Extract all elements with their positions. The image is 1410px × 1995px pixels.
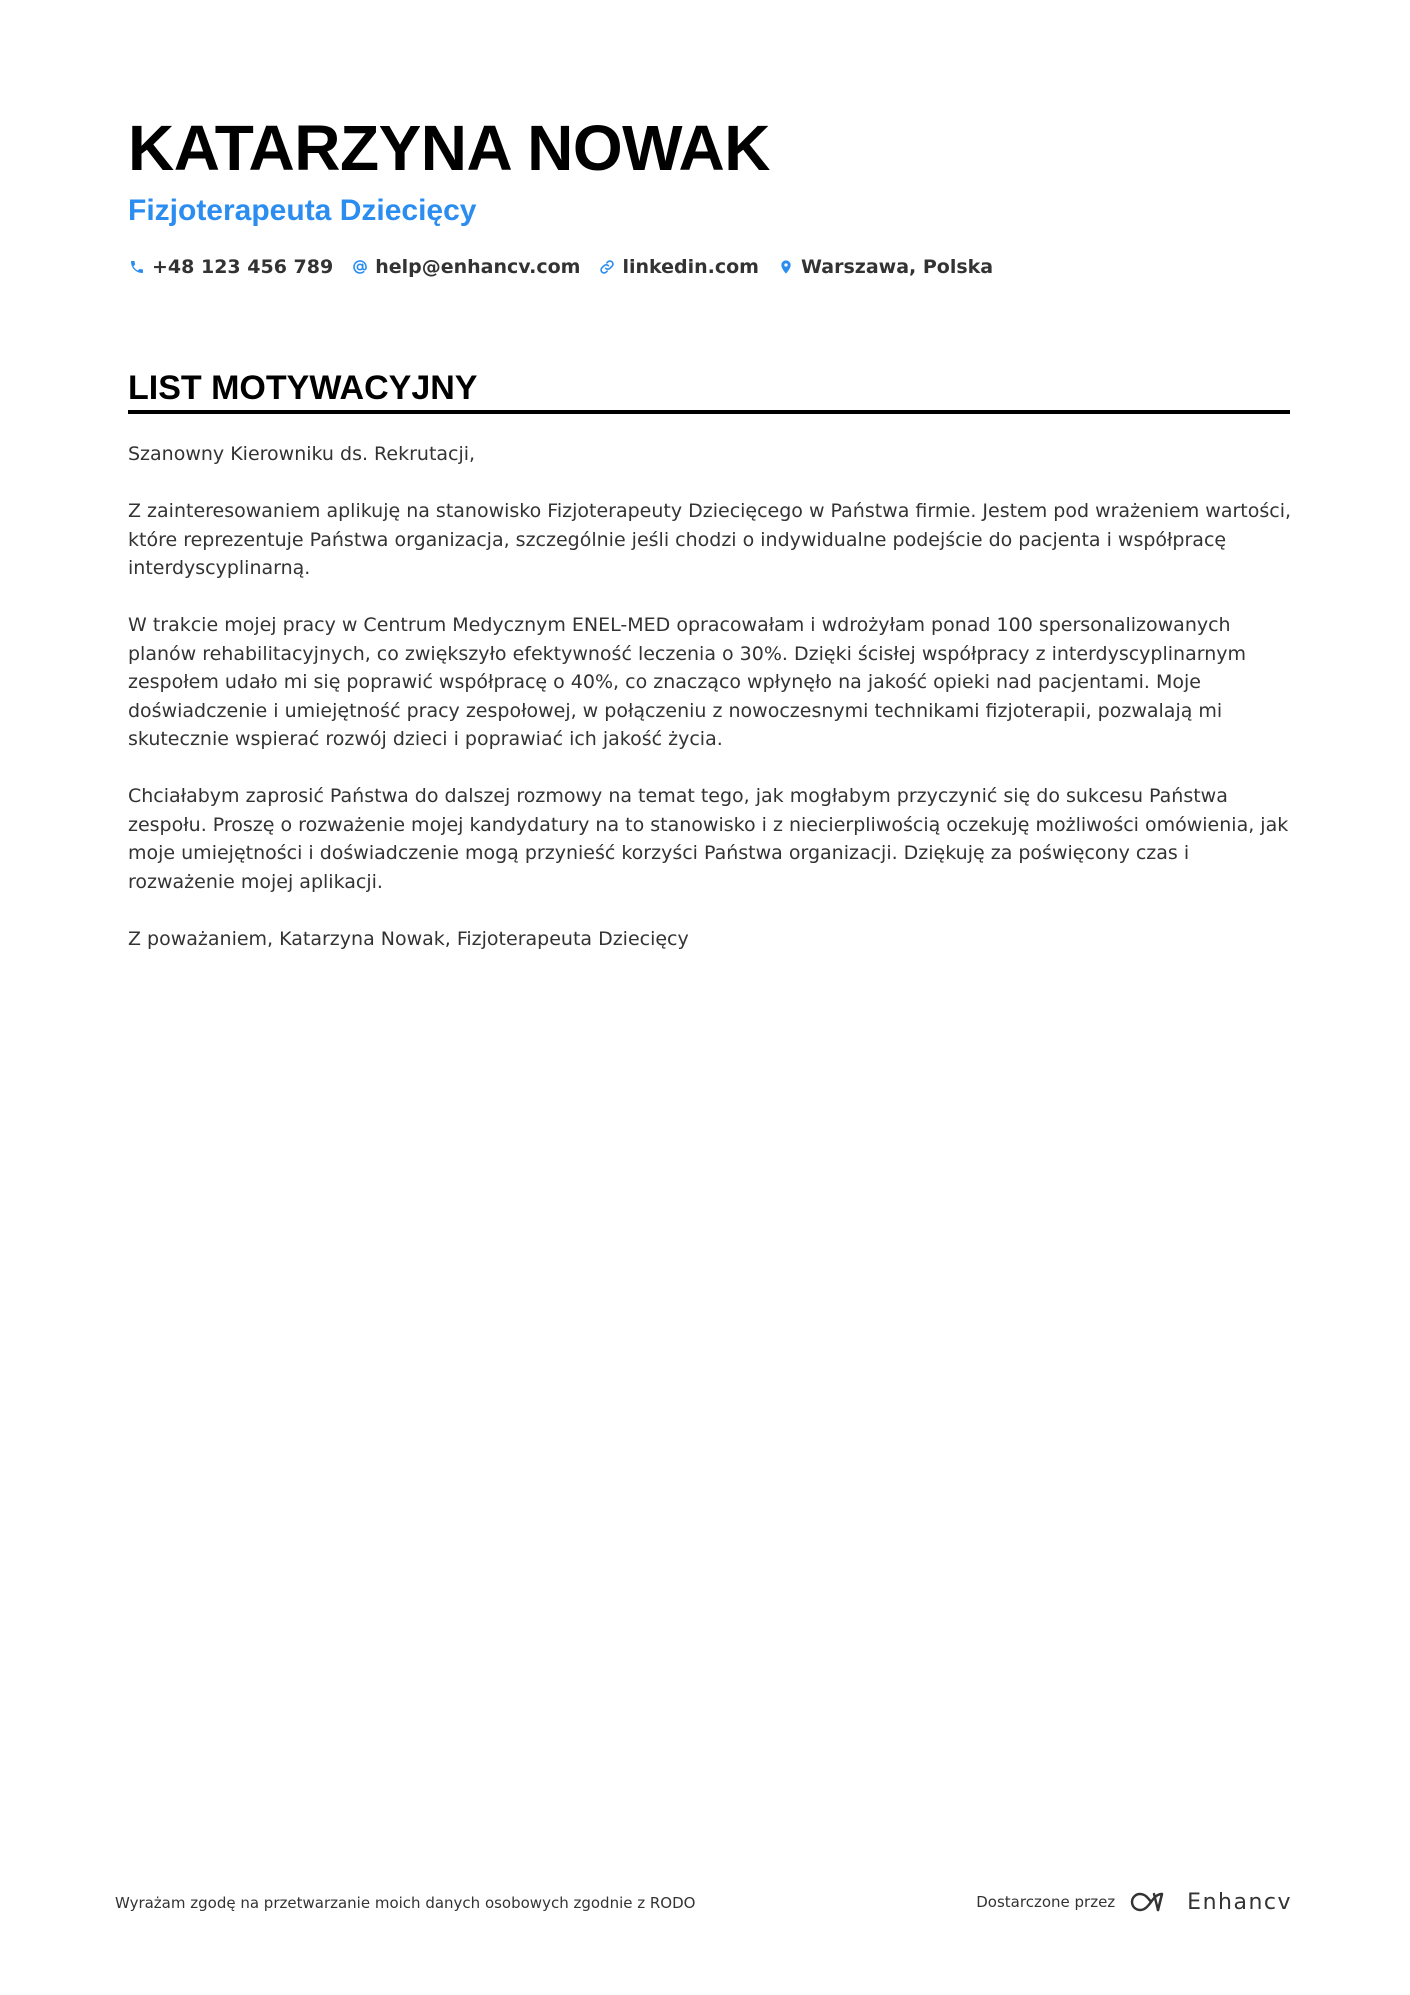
letter-paragraph-2: W trakcie mojej pracy w Centrum Medycznym ENEL-MED opracowałam i wdrożyłam ponad 100 spersonalizowanych planów rehabilitacyjnych, co zwiększyło efektywność leczenia o 30%. Dzięki ścisłej współpracy z interdyscyplinarnym zespołem udało mi się poprawić współpracę o 40%, co znacząco wpłynęło na jakość opieki nad pacjentami. Moje doświadczenie i umiejętność pracy zespołowej, w połączeniu z nowoczesnymi technikami fizjoterapii, pozwalają mi skutecznie wspierać rozwój dzieci i poprawiać ich jakość życia. <box>128 614 1247 750</box>
provided-by-label: Dostarczone przez <box>976 1893 1116 1911</box>
location-pin-icon <box>777 258 795 276</box>
letter-body <box>128 440 1296 982</box>
contact-phone-text: +48 123 456 789 <box>152 256 334 278</box>
contact-location <box>777 255 993 279</box>
contact-linkedin-text[interactable]: linkedin.com <box>622 256 759 278</box>
letter-greeting: Szanowny Kierowniku ds. Rekrutacji, <box>128 443 476 465</box>
contact-linkedin[interactable] <box>598 255 759 279</box>
link-icon <box>598 258 616 276</box>
contact-email-text[interactable]: help@enhancv.com <box>375 256 581 278</box>
contact-phone <box>128 255 333 279</box>
at-icon <box>351 258 369 276</box>
candidate-job-title: Fizjoterapeuta Dziecięcy <box>128 194 477 227</box>
contact-row <box>128 252 1011 282</box>
letter-paragraph-1: Z zainteresowaniem aplikuję na stanowisko Fizjoterapeuty Dziecięcego w Państwa firmie. Jestem pod wrażeniem wartości, które reprezentuje Państwa organizacja, szczególnie jeśli chodzi o indywidualne podejście do pacjenta i współpracę interdyscyplinarną. <box>128 500 1292 579</box>
contact-email[interactable] <box>351 255 580 279</box>
candidate-name: KATARZYNA NOWAK <box>128 112 770 184</box>
section-title: LIST MOTYWACYJNY <box>128 369 478 407</box>
enhancv-logo-icon <box>1127 1889 1175 1915</box>
letter-paragraph-3: Chciałabym zaprosić Państwa do dalszej rozmowy na temat tego, jak mogłabym przyczynić się do sukcesu Państwa zespołu. Proszę o rozważenie mojej kandydatury na to stanowisko i z niecierpliwością oczekuję możliwości omówienia, jak moje umiejętności i doświadczenie mogą przynieść korzyści Państwa organizacji. Dziękuję za poświęcony czas i rozważenie mojej aplikacji. <box>128 785 1289 893</box>
letter-closing: Z poważaniem, Katarzyna Nowak, Fizjoterapeuta Dziecięcy <box>128 927 689 950</box>
contact-location-text: Warszawa, Polska <box>800 256 994 278</box>
section-divider <box>128 410 1290 414</box>
gdpr-consent-note: Wyrażam zgodę na przetwarzanie moich danych osobowych zgodnie z RODO <box>115 1894 696 1912</box>
phone-icon <box>128 258 146 276</box>
enhancv-wordmark: Enhancv <box>1187 1889 1292 1915</box>
footer-branding[interactable] <box>976 1880 1292 1924</box>
